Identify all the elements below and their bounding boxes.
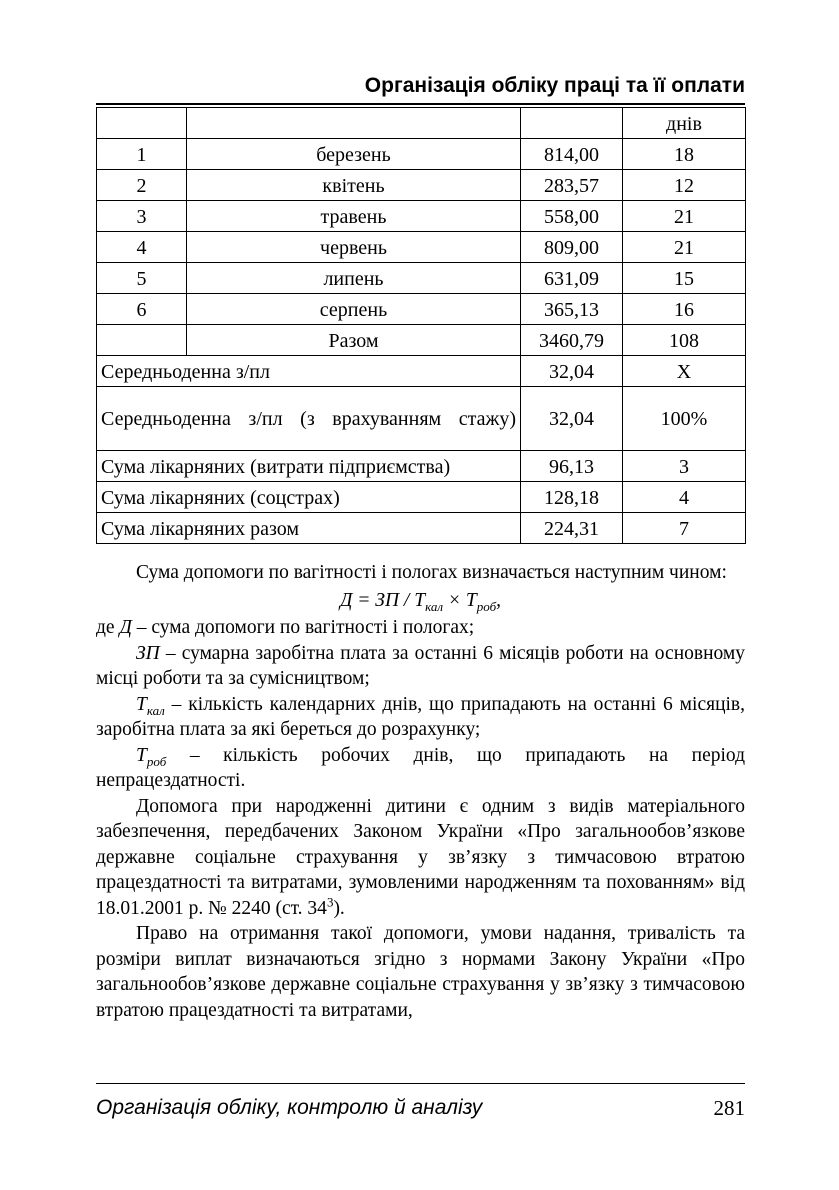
row-month: квітень bbox=[187, 170, 521, 201]
row-number: 2 bbox=[97, 170, 187, 201]
formula-end: , bbox=[496, 589, 502, 611]
paragraph-right-to-benefit: Право на отримання такої допомоги, умови надання, тривалість та розміри виплат визначаються згідно з нормами Закону України «Про загальнообов’язкове державне соціальне страхування у зв’язку з тимчасовою втратою працездатності та витратами, bbox=[96, 923, 745, 1021]
row-days: 21 bbox=[623, 201, 746, 232]
table-row bbox=[97, 263, 746, 294]
formula-mid: × Т bbox=[443, 589, 477, 611]
table-cell bbox=[187, 108, 521, 139]
row-month: липень bbox=[187, 263, 521, 294]
definition-d bbox=[96, 615, 745, 641]
summary-label: Сума лікарняних (витрати підприємства) bbox=[97, 451, 521, 482]
formula-sub-rob: роб bbox=[476, 598, 497, 614]
row-days: 18 bbox=[623, 139, 746, 170]
total-label: Разом bbox=[187, 325, 521, 356]
row-days: 21 bbox=[623, 232, 746, 263]
row-amount: 558,00 bbox=[521, 201, 623, 232]
row-number: 3 bbox=[97, 201, 187, 232]
summary-row bbox=[97, 387, 746, 451]
summary-value: Х bbox=[623, 356, 746, 387]
summary-amount: 32,04 bbox=[521, 356, 623, 387]
symbol-sub-kal: кал bbox=[146, 702, 165, 718]
row-month: червень bbox=[187, 232, 521, 263]
paragraph-end: ). bbox=[333, 897, 345, 919]
summary-label: Сума лікарняних разом bbox=[97, 513, 521, 544]
table-row bbox=[97, 232, 746, 263]
summary-row bbox=[97, 513, 746, 544]
total-amount: 3460,79 bbox=[521, 325, 623, 356]
definition-tkal bbox=[96, 692, 745, 743]
table-row bbox=[97, 294, 746, 325]
definition-trob bbox=[96, 743, 745, 794]
footer-rule bbox=[96, 1083, 745, 1084]
row-amount: 809,00 bbox=[521, 232, 623, 263]
row-number: 1 bbox=[97, 139, 187, 170]
summary-value: 4 bbox=[623, 482, 746, 513]
row-amount: 814,00 bbox=[521, 139, 623, 170]
table-header-row bbox=[97, 108, 746, 139]
summary-value: 100% bbox=[623, 387, 746, 451]
intro-paragraph: Сума допомоги по вагітності і пологах визначається наступним чином: bbox=[136, 562, 727, 583]
formula-sub-kal: кал bbox=[425, 598, 443, 614]
symbol-d: Д bbox=[119, 617, 132, 638]
paragraph-text: Допомога при народженні дитини є одним з видів матеріального забезпечення, передбачених Законом України «Про загальнообов’язкове державне соціальне страхування у зв’язку з тимчасовою втратою працездатності та витратами, зумовленими народженням та похованням» від 18.01.2001 р. № 2240 (ст. 34 bbox=[96, 795, 745, 919]
row-days: 15 bbox=[623, 263, 746, 294]
header-rule bbox=[96, 103, 745, 105]
definition-trob-text: – кількість робочих днів, що припадають на період непрацездатності. bbox=[96, 744, 745, 791]
footer-book-title: Організація обліку, контролю й аналізу bbox=[96, 1096, 483, 1119]
summary-label: Середньоденна з/пл (з врахуванням стажу) bbox=[97, 387, 521, 451]
table-total-row bbox=[97, 325, 746, 356]
definition-tkal-text: – кількість календарних днів, що припадають на останні 6 місяців, заробітна плата за які береться до розрахунку; bbox=[96, 693, 745, 740]
table-row bbox=[97, 201, 746, 232]
table-cell bbox=[521, 108, 623, 139]
table-row bbox=[97, 170, 746, 201]
row-number: 4 bbox=[97, 232, 187, 263]
row-days: 12 bbox=[623, 170, 746, 201]
definition-prefix: де bbox=[96, 617, 120, 638]
summary-value: 7 bbox=[623, 513, 746, 544]
table-row bbox=[97, 139, 746, 170]
summary-amount: 224,31 bbox=[521, 513, 623, 544]
row-number: 6 bbox=[97, 294, 187, 325]
row-month: серпень bbox=[187, 294, 521, 325]
table-cell bbox=[97, 325, 187, 356]
row-month: березень bbox=[187, 139, 521, 170]
symbol-zp: ЗП bbox=[136, 642, 160, 664]
row-month: травень bbox=[187, 201, 521, 232]
article-superscript: 3 bbox=[326, 894, 334, 909]
summary-row bbox=[97, 356, 746, 387]
definition-zp bbox=[96, 641, 745, 692]
definition-zp-text: – сумарна заробітна плата за останні 6 місяців роботи на основному місці роботи та за сумісництвом; bbox=[96, 642, 745, 689]
summary-row bbox=[97, 451, 746, 482]
page-number: 281 bbox=[713, 1096, 745, 1120]
formula-lhs: Д = ЗП / Т bbox=[339, 589, 426, 611]
document-page bbox=[96, 0, 745, 1190]
definition-d-text: – сума допомоги по вагітності і пологах; bbox=[131, 617, 475, 638]
symbol-sub-rob: роб bbox=[146, 753, 167, 769]
running-header-title: Організація обліку праці та її оплати bbox=[364, 74, 745, 97]
summary-value: 3 bbox=[623, 451, 746, 482]
body-text bbox=[96, 560, 745, 1023]
summary-amount: 32,04 bbox=[521, 387, 623, 451]
summary-label: Середньоденна з/пл bbox=[97, 356, 521, 387]
row-number: 5 bbox=[97, 263, 187, 294]
paragraph-birth-benefit bbox=[96, 794, 745, 922]
row-amount: 631,09 bbox=[521, 263, 623, 294]
table-cell-days-header: днів bbox=[623, 108, 746, 139]
summary-amount: 128,18 bbox=[521, 482, 623, 513]
row-days: 16 bbox=[623, 294, 746, 325]
total-days: 108 bbox=[623, 325, 746, 356]
symbol-t: Т bbox=[136, 693, 147, 715]
summary-row bbox=[97, 482, 746, 513]
row-amount: 283,57 bbox=[521, 170, 623, 201]
summary-label: Сума лікарняних (соцстрах) bbox=[97, 482, 521, 513]
formula bbox=[96, 588, 745, 614]
summary-amount: 96,13 bbox=[521, 451, 623, 482]
salary-table bbox=[96, 107, 746, 544]
table-cell bbox=[97, 108, 187, 139]
row-amount: 365,13 bbox=[521, 294, 623, 325]
symbol-t: Т bbox=[136, 744, 147, 766]
